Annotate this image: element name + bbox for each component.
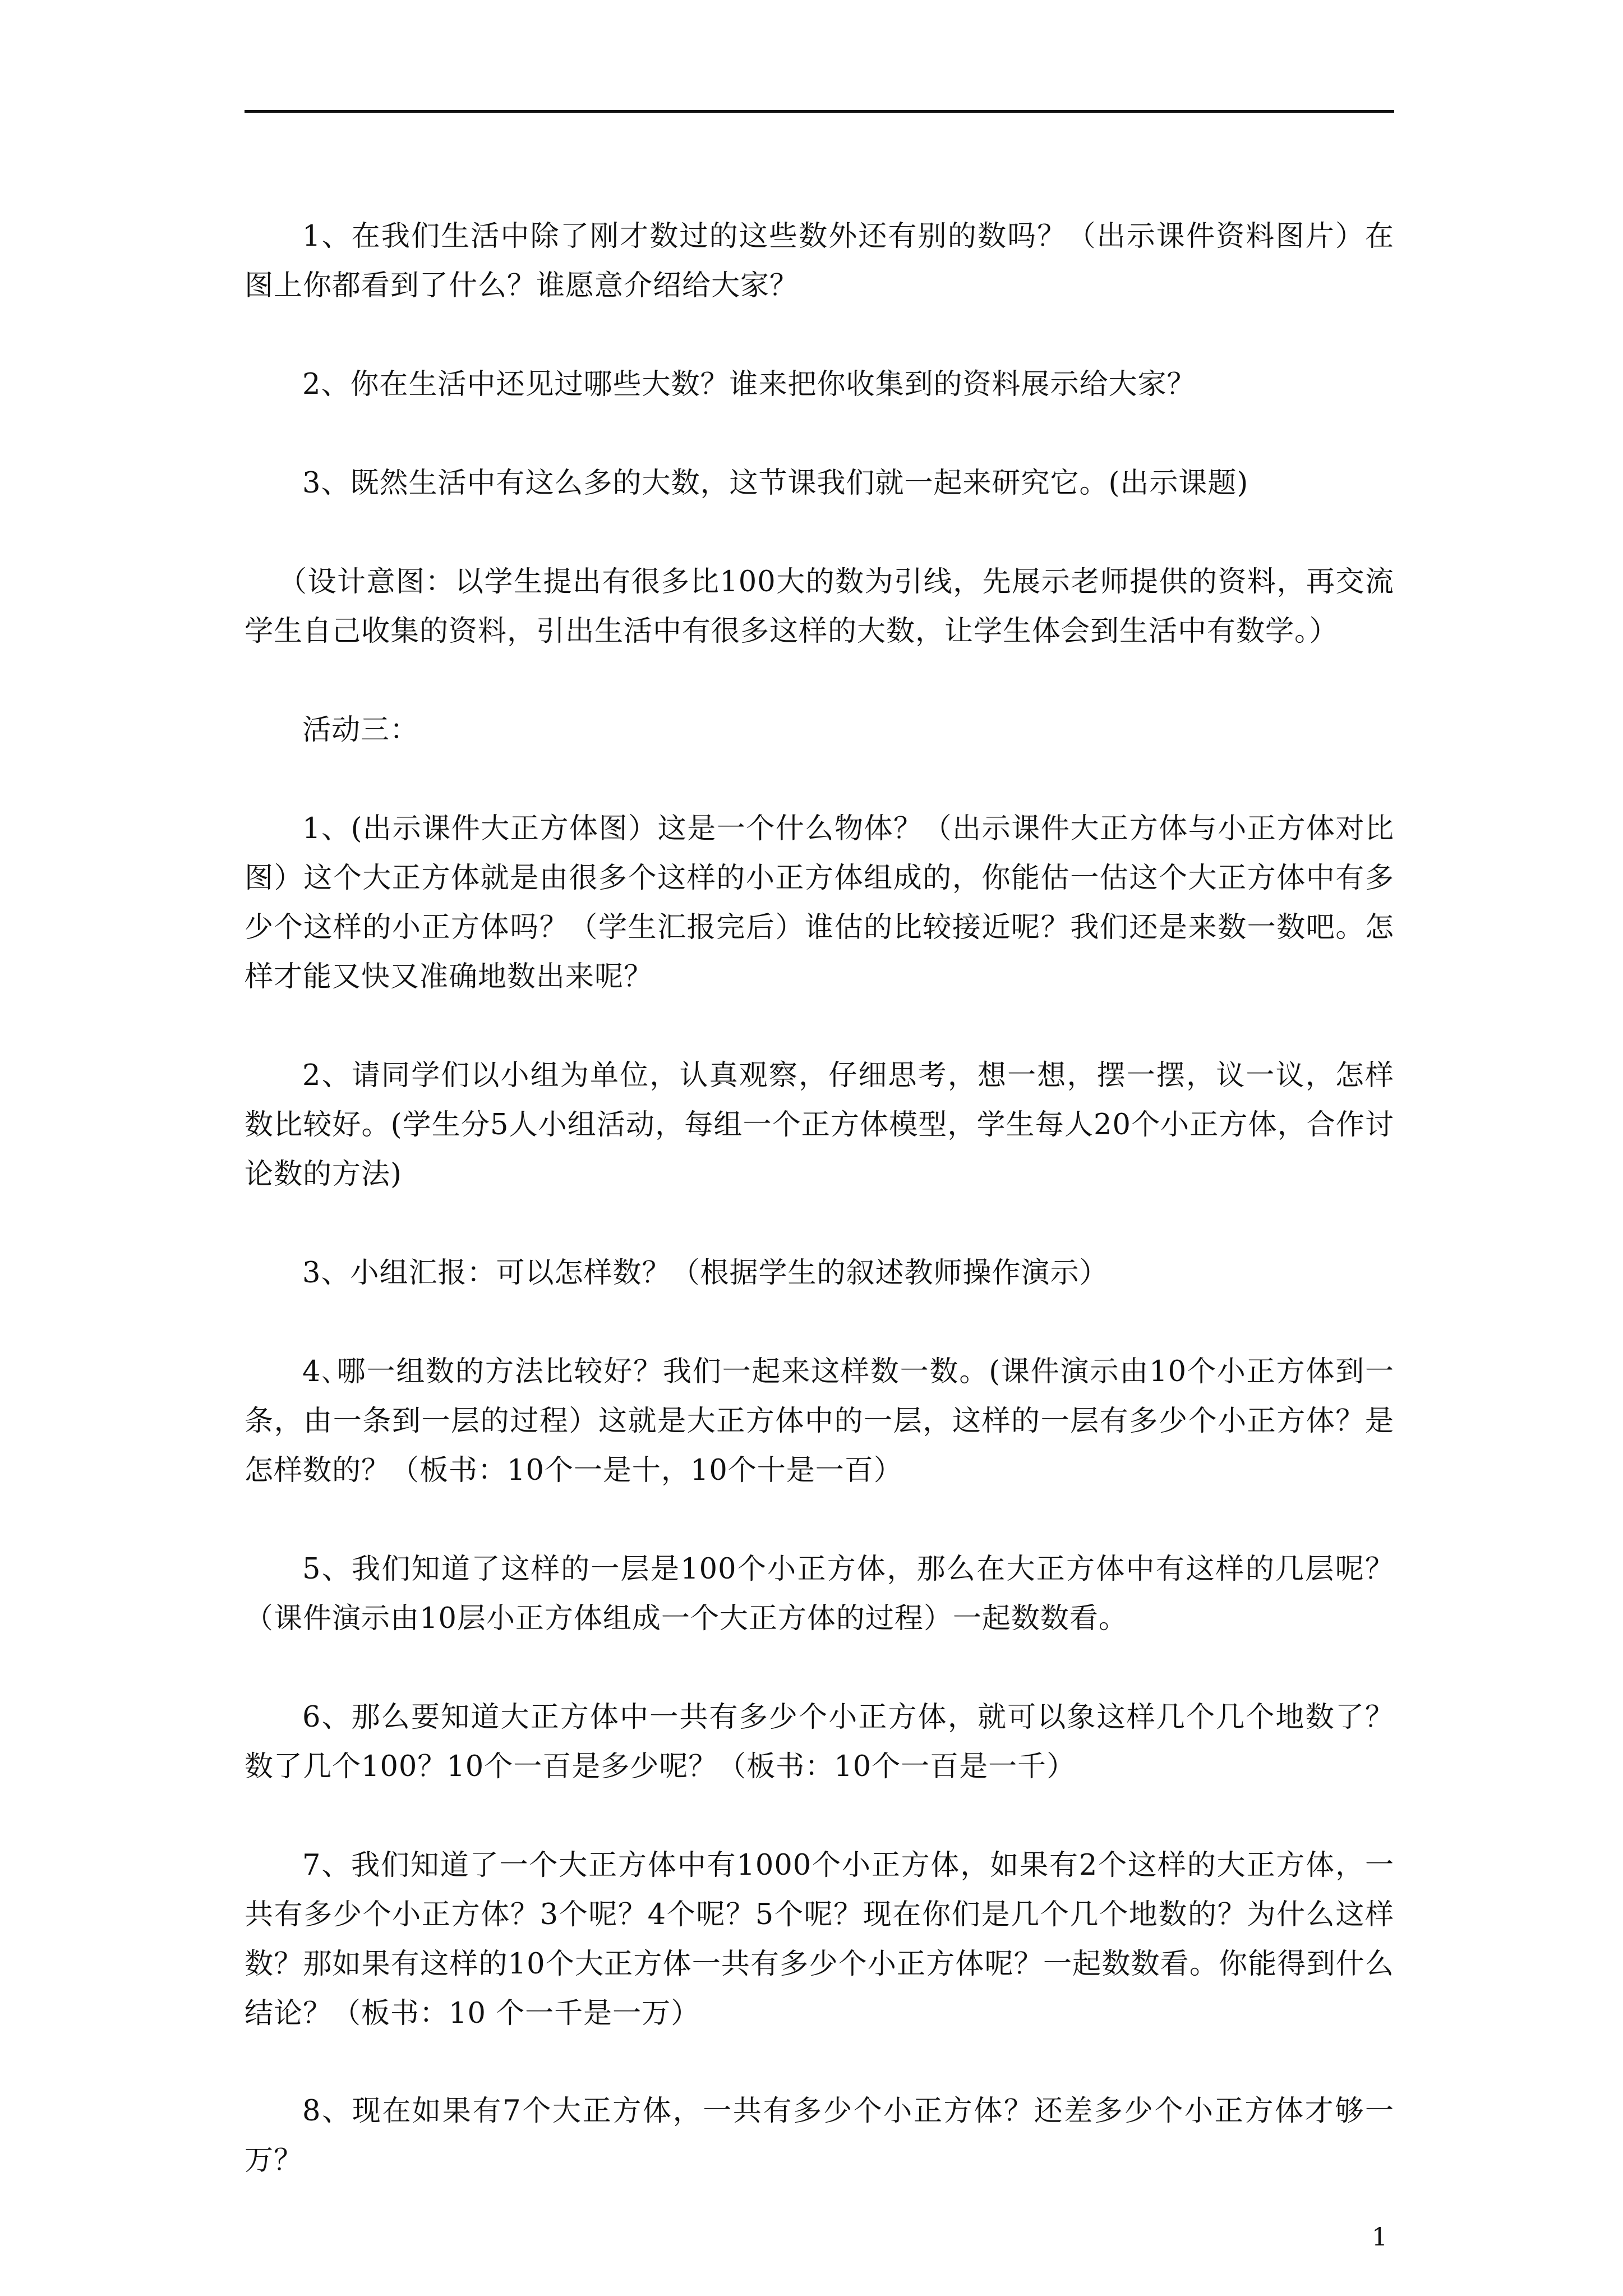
activity-three-heading: 活动三：	[302, 714, 419, 747]
paragraph-activity3-2: 2、请同学们以小组为单位，认真观察，仔细思考，想一想，摆一摆，议一议，怎样数比较好。(学生分5人小组活动，每组一个正方体模型，学生每人20个小正方体，合作讨论数的方法)	[245, 1059, 1394, 1191]
paragraph-2: 2、你在生活中还见过哪些大数？谁来把你收集到的资料展示给大家？	[302, 368, 1196, 401]
paragraph-activity3-7: 7、我们知道了一个大正方体中有1000个小正方体，如果有2个这样的大正方体，一共有多少个小正方体？3个呢？4个呢？5个呢？现在你们是几个几个地数的？为什么这样数？那如果有这样的10个大正方体一共有多少个小正方体呢？一起数数看。你能得到什么结论？（板书：10 个一千是一万）	[245, 1849, 1394, 2030]
paragraph-1: 1、在我们生活中除了刚才数过的这些数外还有别的数吗？（出示课件资料图片）在图上你都看到了什么？谁愿意介绍给大家？	[245, 220, 1394, 302]
design-intent-paragraph: （设计意图：以学生提出有很多比100大的数为引线，先展示老师提供的资料，再交流学生自己收集的资料，引出生活中有很多这样的大数，让学生体会到生活中有数学。）	[245, 565, 1394, 648]
page-number: 1	[1372, 2223, 1387, 2252]
document-body	[245, 212, 1394, 2235]
paragraph-activity3-5: 5、我们知道了这样的一层是100个小正方体，那么在大正方体中有这样的几层呢？（课件演示由10层小正方体组成一个大正方体的过程）一起数数看。	[245, 1553, 1394, 1635]
header-rule	[245, 110, 1394, 113]
paragraph-activity3-4: 4､哪一组数的方法比较好？我们一起来这样数一数。(课件演示由10个小正方体到一条，由一条到一层的过程）这就是大正方体中的一层，这样的一层有多少个小正方体？是怎样数的？（板书：10个一是十，10个十是一百）	[245, 1355, 1394, 1487]
paragraph-3: 3、既然生活中有这么多的大数，这节课我们就一起来研究它。(出示课题)	[302, 467, 1249, 500]
paragraph-activity3-6: 6、那么要知道大正方体中一共有多少个小正方体，就可以象这样几个几个地数了？数了几个100？10个一百是多少呢？（板书：10个一百是一千）	[245, 1701, 1394, 1783]
paragraph-activity3-8: 8、现在如果有7个大正方体，一共有多少个小正方体？还差多少个小正方体才够一万？	[245, 2095, 1394, 2177]
paragraph-activity3-1: 1、(出示课件大正方体图）这是一个什么物体？（出示课件大正方体与小正方体对比图）这个大正方体就是由很多个这样的小正方体组成的，你能估一估这个大正方体中有多少个这样的小正方体吗？（学生汇报完后）谁估的比较接近呢？我们还是来数一数吧。怎样才能又快又准确地数出来呢？	[245, 812, 1394, 993]
paragraph-activity3-3: 3、小组汇报：可以怎样数？（根据学生的叙述教师操作演示）	[302, 1257, 1109, 1290]
